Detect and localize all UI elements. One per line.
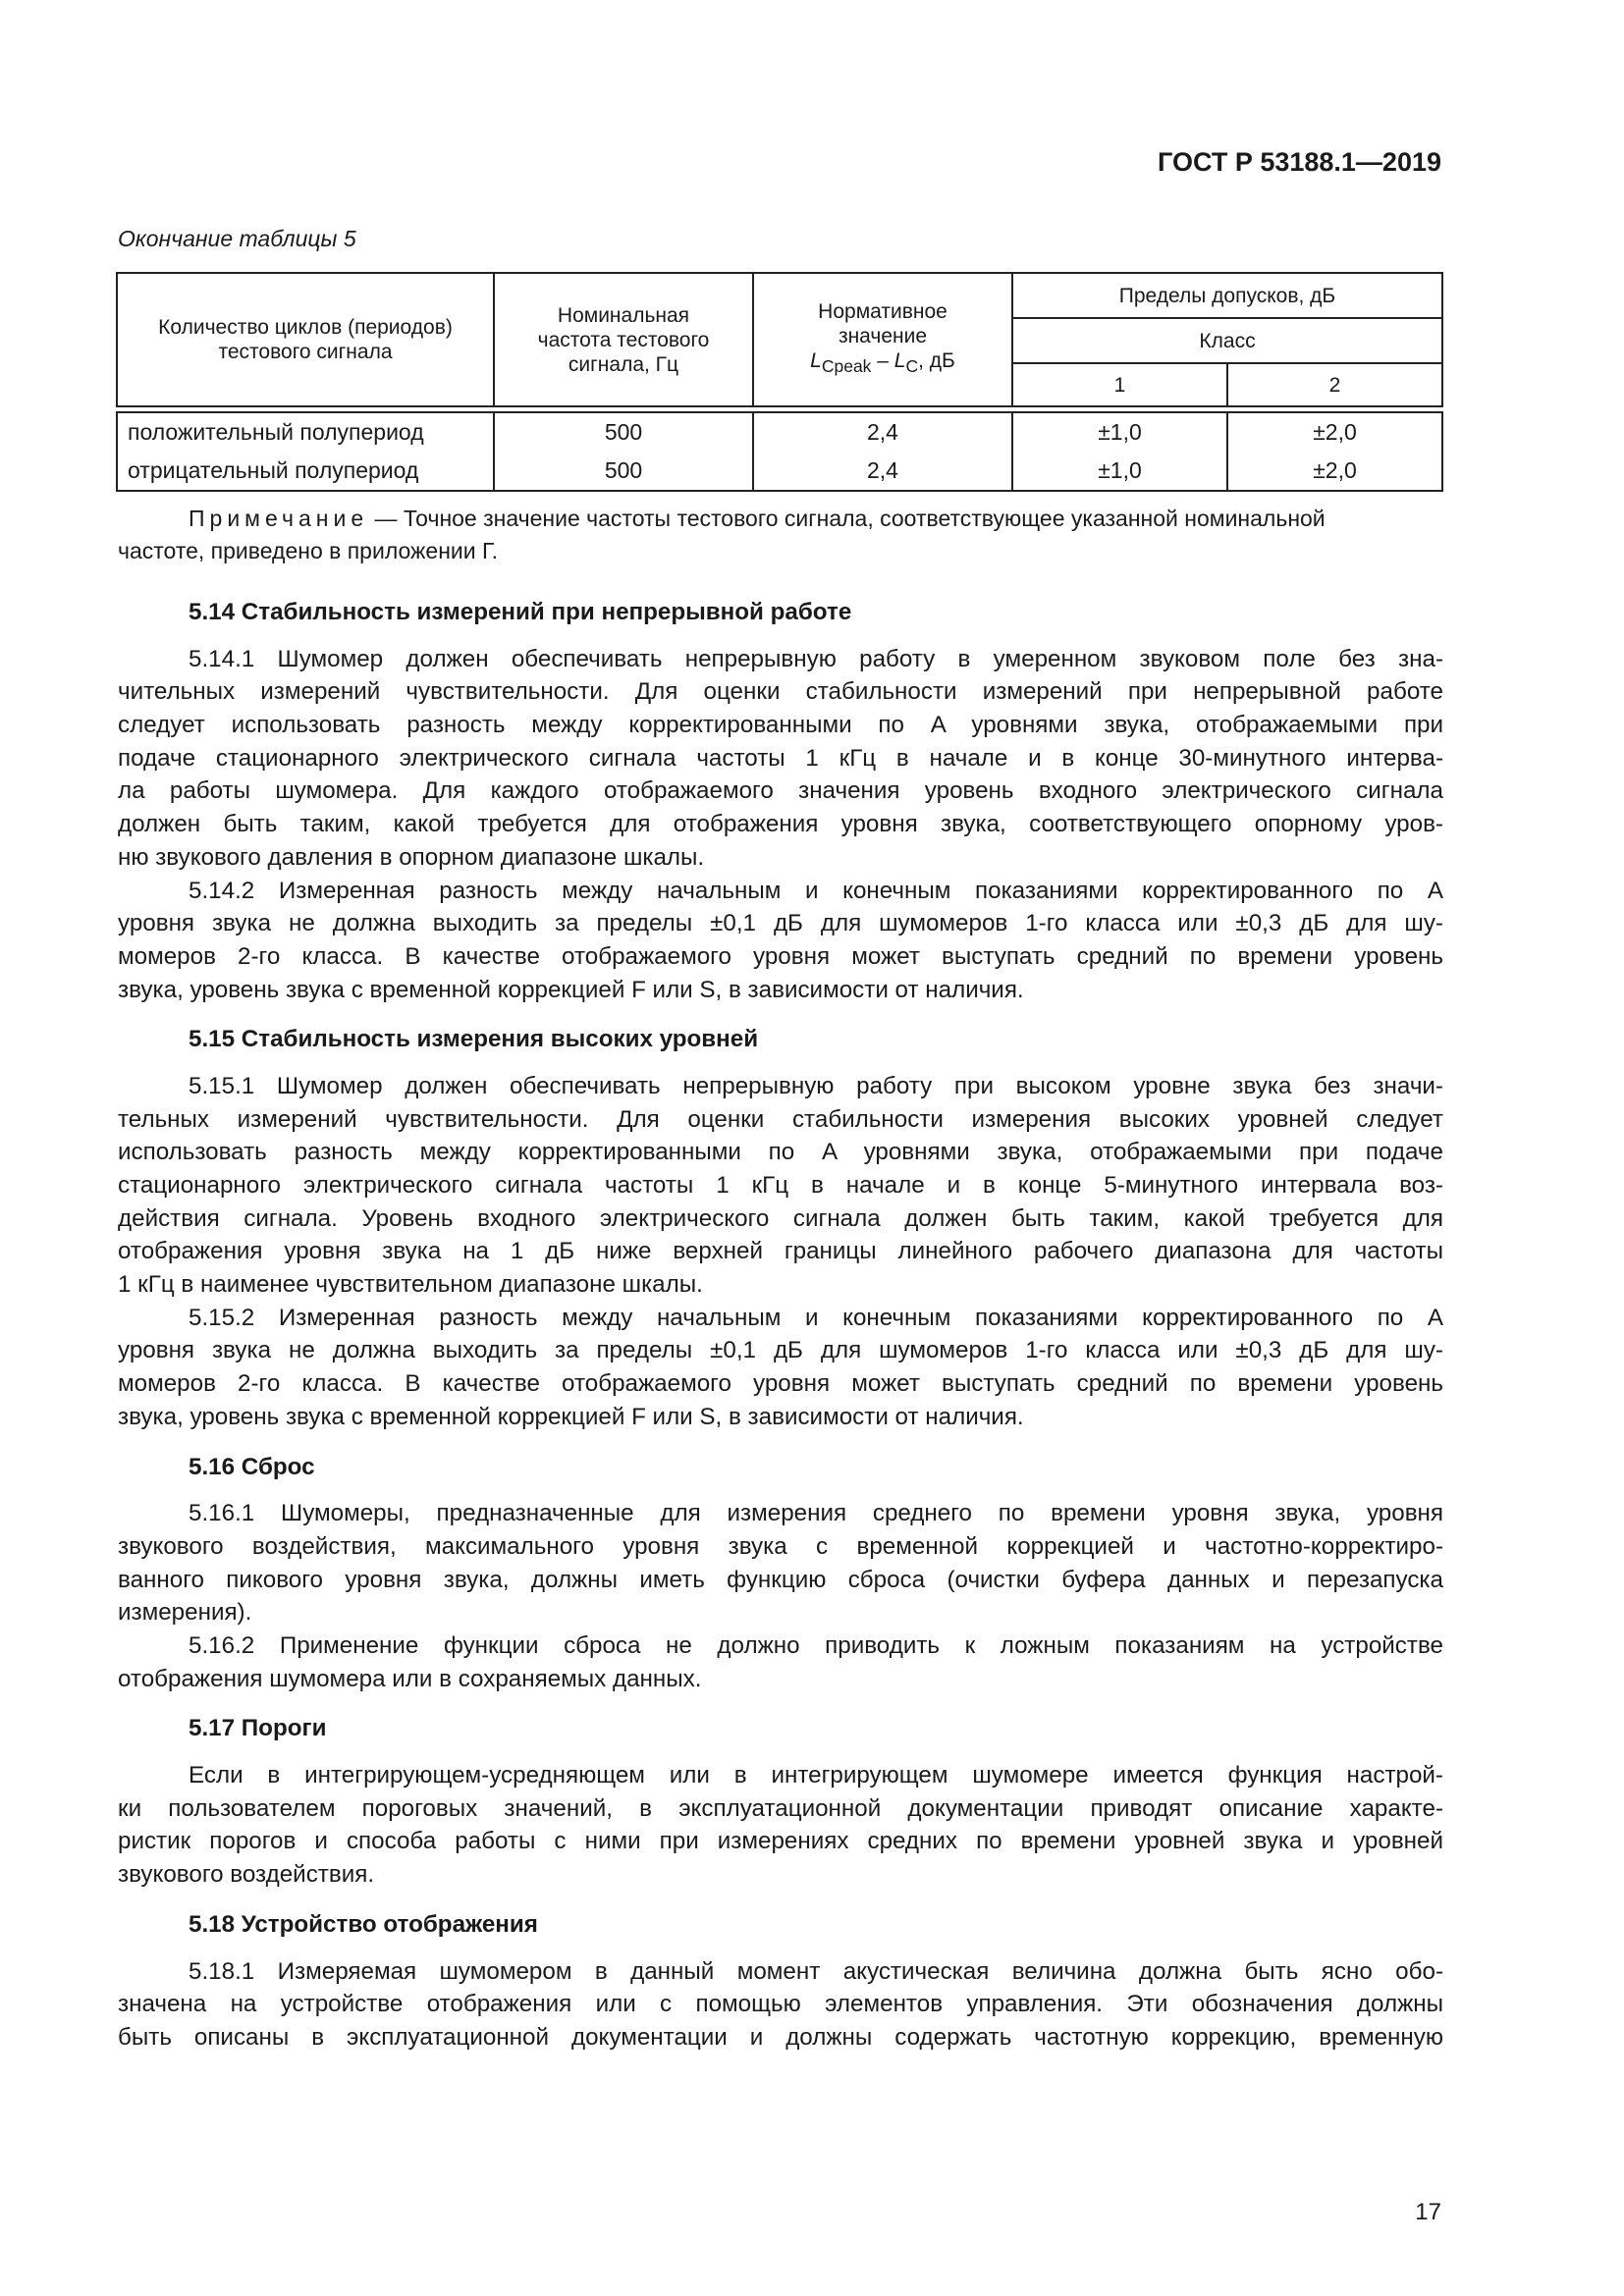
paragraph-line: ла работы шумомера. Для каждого отображаемого значения уровень входного электрического сигнала xyxy=(118,777,1443,805)
tolerance-table xyxy=(116,272,1443,492)
paragraph-line: звукового воздействия, максимального уровня звука с временной коррекцией и частотно-корректиро- xyxy=(118,1532,1443,1560)
paragraph-line: ванного пикового уровня звука, должны иметь функцию сброса (очистки буфера данных и перезапуска xyxy=(118,1566,1443,1593)
cell-norm: 2,4 xyxy=(753,412,1012,452)
paragraph-line: подаче стационарного электрического сигнала частоты 1 кГц в начале и в конце 30-минутного интерва- xyxy=(118,744,1443,772)
paragraph-line: значена на устройстве отображения или с помощью элементов управления. Эти обозначения должны xyxy=(118,1991,1443,2018)
cell-cycles: положительный полупериод xyxy=(117,412,494,452)
header-normative-formula xyxy=(760,348,1005,379)
paragraph-line: уровня звука не должна выходить за пределы ±0,1 дБ для шумомеров 1-го класса или ±0,3 дБ для шу- xyxy=(118,910,1443,937)
cell-class1: ±1,0 xyxy=(1012,412,1227,452)
note-label: Примечание xyxy=(189,506,369,531)
paragraph-line: 5.14.2 Измеренная разность между начальным и конечным показаниями корректированного по A xyxy=(189,877,1443,904)
cell-class1: ±1,0 xyxy=(1012,452,1227,491)
paragraph xyxy=(118,1759,1443,1892)
cell-class2: ±2,0 xyxy=(1227,412,1442,452)
paragraph-line: уровня звука не должна выходить за пределы ±0,1 дБ для шумомеров 1-го класса или ±0,3 дБ для шу- xyxy=(118,1337,1443,1364)
page-number: 17 xyxy=(1415,2199,1441,2225)
paragraph-line: момеров 2-го класса. В качестве отображаемого уровня может выступать средний по времени уровень xyxy=(118,1370,1443,1398)
table-caption: Окончание таблицы 5 xyxy=(118,226,356,251)
paragraph-line: 5.16.1 Шумомеры, предназначенные для измерения среднего по времени уровня звука, уровня xyxy=(189,1500,1443,1527)
table-note xyxy=(118,503,1443,567)
paragraph-line: ки пользователем пороговых значений, в эксплуатационной документации приводят описание характе- xyxy=(118,1794,1443,1822)
paragraph-line: момеров 2-го класса. В качестве отображаемого уровня может выступать средний по времени уровень xyxy=(118,942,1443,970)
paragraph-line: Если в интегрирующем-усредняющем или в интегрирующем шумомере имеется функция настрой- xyxy=(189,1762,1443,1789)
header-class-2: 2 xyxy=(1227,363,1442,406)
paragraph xyxy=(118,1070,1443,1302)
paragraph-line: чительных измерений чувствительности. Для оценки стабильности измерений при непрерывной работе xyxy=(118,678,1443,706)
header-limits: Пределы допусков, дБ xyxy=(1012,273,1442,318)
section-heading: 5.16 Сброс xyxy=(189,1453,315,1480)
paragraph-line: измерения). xyxy=(118,1599,252,1627)
paragraph-line: быть описаны в эксплуатационной документации и должны содержать частотную коррекцию, временную xyxy=(118,2023,1443,2051)
header-cycles: Количество циклов (периодов) тестового сигнала xyxy=(117,273,494,406)
paragraph-line: 5.14.1 Шумомер должен обеспечивать непрерывную работу в умеренном звуковом поле без зна- xyxy=(189,645,1443,672)
paragraph-line: 5.16.2 Применение функции сброса не должно приводить к ложным показаниям на устройстве xyxy=(189,1631,1443,1659)
section-heading: 5.18 Устройство отображения xyxy=(189,1910,538,1938)
paragraph-line: тельных измерений чувствительности. Для оценки стабильности измерения высоких уровней следует xyxy=(118,1105,1443,1133)
cell-norm: 2,4 xyxy=(753,452,1012,491)
paragraph-line: использовать разность между корректированными по A уровнями звука, отображаемыми при подаче xyxy=(118,1139,1443,1166)
paragraph-line: 1 кГц в наименее чувствительном диапазоне шкалы. xyxy=(118,1271,703,1299)
paragraph-line: 5.15.2 Измеренная разность между начальным и конечным показаниями корректированного по A xyxy=(189,1304,1443,1331)
paragraph-line: звука, уровень звука с временной коррекцией F или S, в зависимости от наличия. xyxy=(118,1403,1024,1430)
paragraph-line: ристик порогов и способа работы с ними при измерениях средних по времени уровней звука и уровней xyxy=(118,1828,1443,1855)
paragraph xyxy=(118,1302,1443,1434)
paragraph xyxy=(118,643,1443,875)
paragraph-line: действия сигнала. Уровень входного электрического сигнала должен быть таким, какой требуется для xyxy=(118,1204,1443,1232)
section-heading: 5.17 Пороги xyxy=(189,1715,327,1742)
cell-freq: 500 xyxy=(494,452,753,491)
cell-class2: ±2,0 xyxy=(1227,452,1442,491)
paragraph-line: следует использовать разность между корректированными по A уровнями звука, отображаемыми при xyxy=(118,712,1443,739)
paragraph-line: 5.18.1 Измеряемая шумомером в данный момент акустическая величина должна быть ясно обо- xyxy=(189,1957,1443,1985)
document-code-header: ГОСТ Р 53188.1—2019 xyxy=(1158,147,1441,177)
formula-sub2: C xyxy=(905,356,919,377)
header-class-1: 1 xyxy=(1012,363,1227,406)
table-row xyxy=(117,412,1442,452)
cell-freq: 500 xyxy=(494,412,753,452)
formula-l2: L xyxy=(893,349,906,373)
header-normative-text: Нормативное значение xyxy=(818,300,947,348)
paragraph-line: звукового воздействия. xyxy=(118,1861,375,1889)
note-line-2: частоте, приведено в приложении Г. xyxy=(118,538,499,563)
section-heading: 5.14 Стабильность измерений при непрерывной работе xyxy=(189,599,852,625)
paragraph-line: отображения шумомера или в сохраняемых данных. xyxy=(118,1665,702,1692)
formula-minus: – xyxy=(871,349,894,373)
header-frequency-text: Номинальная частота тестового сигнала, Гц xyxy=(537,303,710,376)
formula-unit: , дБ xyxy=(918,349,955,373)
cell-cycles: отрицательный полупериод xyxy=(117,452,494,491)
paragraph-line: 5.15.1 Шумомер должен обеспечивать непрерывную работу при высоком уровне звука без значи- xyxy=(189,1072,1443,1099)
header-normative xyxy=(753,273,1012,406)
paragraph xyxy=(118,875,1443,1007)
formula-l1: L xyxy=(810,349,822,373)
paragraph xyxy=(118,1629,1443,1695)
paragraph-line: звука, уровень звука с временной коррекцией F или S, в зависимости от наличия. xyxy=(118,976,1024,1003)
section-heading: 5.15 Стабильность измерения высоких уровней xyxy=(189,1026,759,1053)
paragraph-line: стационарного электрического сигнала частоты 1 кГц в начале и в конце 5-минутного интервала воз- xyxy=(118,1172,1443,1200)
note-line-1 xyxy=(118,503,1443,535)
note-text-1: — Точное значение частоты тестового сигнала, соответствующее указанной номинальной xyxy=(368,506,1326,531)
formula-sub1: Cpeak xyxy=(821,356,872,377)
paragraph xyxy=(118,1497,1443,1629)
table-row xyxy=(117,452,1442,491)
paragraph-line: ню звукового давления в опорном диапазоне шкалы. xyxy=(118,843,705,871)
paragraph xyxy=(118,1955,1443,2055)
document-body xyxy=(118,596,1443,2055)
header-class: Класс xyxy=(1012,318,1442,363)
header-frequency xyxy=(494,273,753,406)
paragraph-line: должен быть таким, какой требуется для отображения уровня звука, соответствующего опорному уров- xyxy=(118,811,1443,838)
paragraph-line: отображения уровня звука на 1 дБ ниже верхней границы линейного рабочего диапазона для частоты xyxy=(118,1238,1443,1265)
